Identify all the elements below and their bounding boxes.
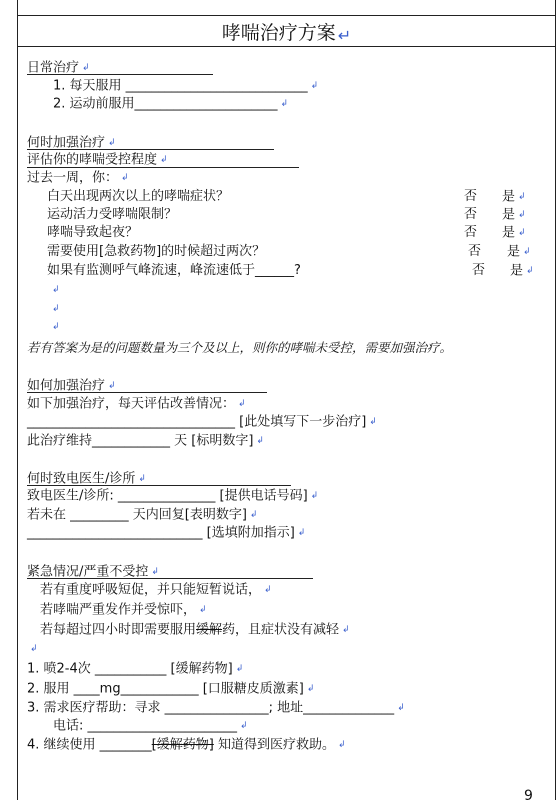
paragraph-mark-icon: ↲	[310, 491, 319, 501]
heading-underline	[27, 392, 267, 393]
paragraph-mark-icon: ↲	[369, 417, 377, 427]
emergency-condition-2: 若哮喘严重发作并受惊吓， ↲	[40, 602, 207, 618]
answer-yes: 是 ↲	[510, 263, 534, 279]
heading-underline	[27, 149, 274, 150]
question-1: 白天出现两次以上的哮喘症状？	[47, 189, 230, 204]
emergency-step-2: 2. 服用 ____mg____________ [口服糖皮质激素] ↲	[27, 681, 315, 697]
emergency-heading: 紧急情况/严重不受控 ↲	[27, 564, 159, 580]
when-heading: 何时加强治疗 ↲	[27, 135, 116, 151]
emergency-step-1: 1. 喷2-4次 ___________ [缓解药物] ↲	[27, 661, 244, 677]
paragraph-mark-icon: ↲	[518, 192, 526, 202]
answer-no: 否	[464, 207, 478, 222]
question-3: 哮喘导致起夜？	[47, 225, 139, 240]
past-week-label: 过去一周，你： ↲	[27, 170, 129, 186]
paragraph-mark-icon: ↲	[264, 585, 272, 595]
paragraph-mark-icon: ↲	[52, 322, 60, 332]
paragraph-mark-icon: ↲	[52, 304, 60, 314]
page-number: 9	[524, 788, 533, 804]
how-intro: 如下加强治疗，每天评估改善情况： ↲	[27, 396, 246, 412]
paragraph-mark-icon: ↲	[235, 664, 244, 674]
paragraph-mark-icon: ↲	[199, 605, 207, 615]
page-title: 哮喘治疗方案 ↵	[221, 22, 352, 45]
answer-yes: 是 ↲	[502, 207, 526, 223]
daily-item-1: 1. 每天服用 ____________________________ ↲	[53, 78, 319, 94]
heading-underline	[27, 578, 313, 579]
question-4: 需要使用[急救药物]的时候超过两次？	[47, 244, 266, 259]
paragraph-mark-icon: ↲	[280, 99, 289, 109]
paragraph-mark-icon: ↲	[108, 381, 116, 391]
assessment-note: 若有答案为是的问题数量为三个及以上，则你的哮喘未受控，需要加强治疗。	[27, 340, 453, 355]
daily-heading: 日常治疗 ↲	[27, 60, 90, 76]
paragraph-mark-icon: ↲	[240, 721, 248, 731]
doctor-line-2: 若未在 _________ 天内回复[表明数字] ↲	[27, 507, 258, 523]
doctor-line-3: ___________________________ [选填附加指示] ↲	[27, 525, 306, 541]
paragraph-mark-icon: ↲	[52, 285, 60, 295]
paragraph-mark-icon: ↲	[306, 684, 315, 694]
answer-yes: 是 ↲	[502, 225, 526, 241]
paragraph-mark-icon: ↲	[160, 155, 168, 165]
emergency-condition-3: 若每超过四小时即需要服用缓解药，且症状没有减轻 ↲	[40, 622, 350, 638]
question-5: 如果有监测呼气峰流速，峰流速低于______?	[47, 263, 301, 278]
answer-no: 否	[472, 263, 486, 278]
how-line-1: ________________________________ [此处填写下一步治疗] ↲	[27, 414, 377, 430]
paragraph-mark-icon: ↲	[30, 644, 38, 654]
paragraph-mark-icon: ↲	[108, 138, 116, 148]
paragraph-mark-icon: ↲	[342, 625, 350, 635]
paragraph-mark-icon: ↲	[518, 210, 526, 220]
question-2: 运动活力受哮喘限制？	[47, 207, 178, 222]
paragraph-mark-icon: ↲	[337, 740, 346, 750]
paragraph-mark-icon: ↲	[249, 510, 258, 520]
paragraph-mark-icon: ↲	[121, 173, 129, 183]
heading-underline	[27, 485, 291, 486]
when-subheading: 评估你的哮喘受控程度 ↲	[27, 152, 168, 168]
emergency-condition-1: 若有重度呼吸短促，并只能短暂说话， ↲	[40, 582, 272, 598]
answer-no: 否	[464, 189, 478, 204]
paragraph-mark-icon: ↲	[256, 436, 264, 446]
title-box	[17, 15, 556, 47]
answer-no: 否	[464, 225, 478, 240]
emergency-step-3-phone: 电话: _______________________ ↲	[53, 718, 248, 734]
paragraph-mark-icon: ↲	[138, 474, 146, 484]
answer-yes: 是 ↲	[507, 244, 531, 260]
paragraph-mark-icon: ↲	[82, 63, 90, 73]
return-mark-icon: ↵	[337, 26, 352, 45]
heading-underline	[27, 74, 213, 75]
doctor-line-1: 致电医生/诊所: _______________ [提供电话号码] ↲	[27, 488, 319, 504]
paragraph-mark-icon: ↲	[526, 266, 534, 276]
heading-underline	[27, 167, 299, 168]
emergency-step-3: 3. 需求医疗帮助：寻求 ________________; 地址______________ ↲	[27, 700, 405, 716]
emergency-step-4: 4. 继续使用 ________[缓解药物] 知道得到医疗救助。 ↲	[27, 737, 346, 753]
paragraph-mark-icon: ↲	[238, 399, 246, 409]
paragraph-mark-icon: ↲	[523, 247, 531, 257]
daily-item-2: 2. 运动前服用______________________ ↲	[53, 96, 289, 112]
how-heading: 如何加强治疗 ↲	[27, 378, 116, 394]
paragraph-mark-icon: ↲	[151, 567, 159, 577]
paragraph-mark-icon: ↲	[297, 528, 306, 538]
doctor-heading: 何时致电医生/诊所 ↲	[27, 471, 146, 487]
paragraph-mark-icon: ↲	[518, 228, 526, 238]
paragraph-mark-icon: ↲	[310, 81, 319, 91]
paragraph-mark-icon: ↲	[397, 703, 405, 713]
answer-no: 否	[468, 244, 482, 259]
how-line-2: 此治疗维持____________ 天 [标明数字] ↲	[27, 433, 264, 449]
answer-yes: 是 ↲	[502, 189, 526, 205]
